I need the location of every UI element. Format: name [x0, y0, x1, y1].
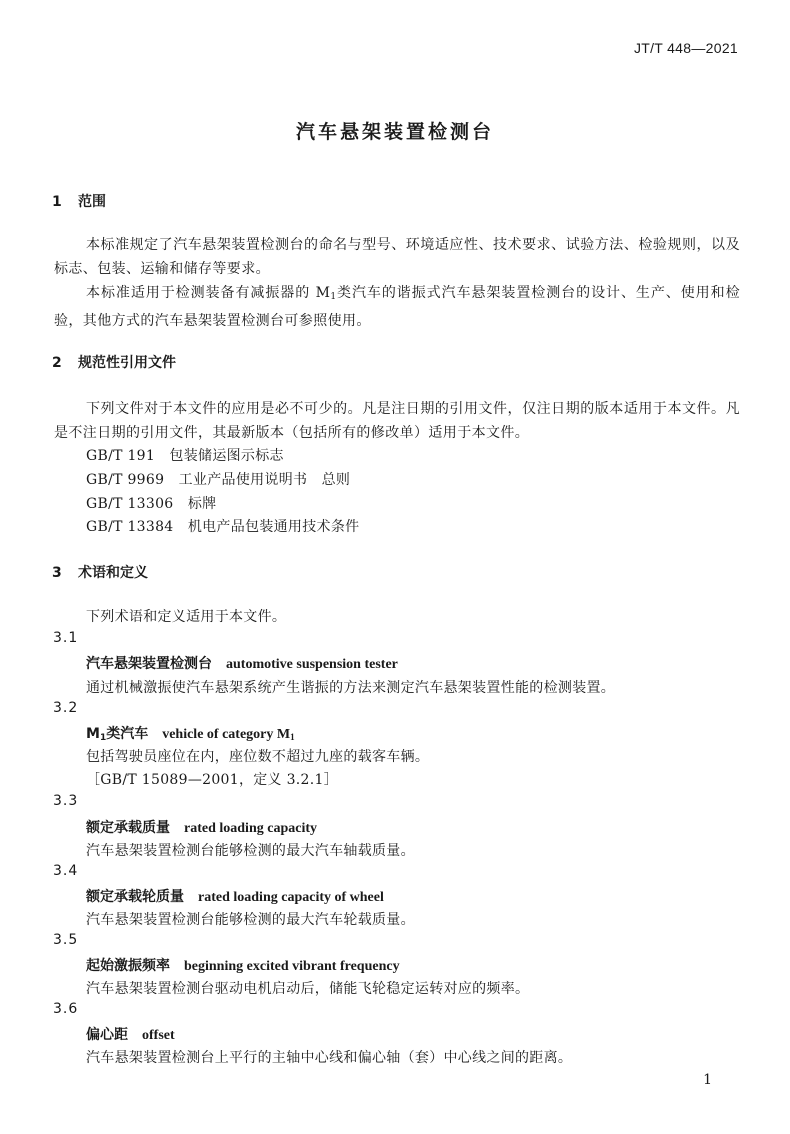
reference-item: GB/T 13384 机电产品包装通用技术条件 [86, 519, 360, 535]
document-title: 汽车悬架装置检测台 [295, 121, 494, 143]
term-heading: $M_1$类汽车 vehicle of category $M_1$ [86, 726, 295, 743]
section-number: 3 [52, 565, 62, 581]
term-heading: 额定承载轮质量 rated loading capacity of wheel [86, 889, 384, 905]
paragraph: 本标准适用于检测装备有减振器的 $M_1$类汽车的谐振式汽车悬架装置检测台的设计、生产、使用和检验，其他方式的汽车悬架装置检测台可参照使用。 [54, 285, 740, 329]
term-source: ［GB/T 15089—2001，定义 3.2.1］ [86, 772, 339, 788]
term-definition: 汽车悬架装置检测台能够检测的最大汽车轮载质量。 [86, 912, 415, 928]
reference-item: GB/T 13306 标牌 [86, 496, 217, 512]
paragraph: 本标准规定了汽车悬架装置检测台的命名与型号、环境适应性、技术要求、试验方法、检验规则，以及标志、包装、运输和储存等要求。 [54, 237, 740, 277]
term-heading: 汽车悬架装置检测台 automotive suspension tester [86, 656, 398, 672]
term-number: 3.2 [53, 700, 79, 716]
term-heading: 额定承载质量 rated loading capacity [86, 820, 317, 836]
term-number: 3.6 [53, 1001, 79, 1017]
reference-item: GB/T 9969 工业产品使用说明书 总则 [86, 472, 351, 488]
paragraph: 下列术语和定义适用于本文件。 [86, 609, 287, 625]
page-number: 1 [703, 1072, 712, 1088]
term-heading: 起始激振频率 beginning excited vibrant frequency [86, 958, 400, 974]
section-title: 术语和定义 [78, 565, 148, 581]
reference-item: GB/T 191 包装储运图示标志 [86, 448, 284, 464]
term-definition: 包括驾驶员座位在内，座位数不超过九座的载客车辆。 [86, 749, 430, 765]
term-number: 3.3 [53, 793, 79, 809]
term-heading: 偏心距 offset [86, 1027, 175, 1043]
section-2-heading [52, 352, 176, 372]
section-number: 2 [52, 355, 62, 371]
term-number: 3.5 [53, 932, 79, 948]
section-number: 1 [52, 194, 62, 210]
term-definition: 汽车悬架装置检测台能够检测的最大汽车轴载质量。 [86, 843, 415, 859]
term-number: 3.4 [53, 863, 79, 879]
term-number: 3.1 [53, 630, 79, 646]
term-definition: 通过机械激振使汽车悬架系统产生谐振的方法来测定汽车悬架装置性能的检测装置。 [86, 680, 616, 696]
term-definition: 汽车悬架装置检测台驱动电机启动后，储能飞轮稳定运转对应的频率。 [86, 981, 530, 997]
document-number: JT/T 448—2021 [633, 40, 738, 56]
section-title: 范围 [78, 194, 106, 210]
section-3-heading [52, 562, 148, 582]
paragraph: 下列文件对于本文件的应用是必不可少的。凡是注日期的引用文件，仅注日期的版本适用于本文件。凡是不注日期的引用文件，其最新版本（包括所有的修改单）适用于本文件。 [54, 401, 740, 441]
term-definition: 汽车悬架装置检测台上平行的主轴中心线和偏心轴（套）中心线之间的距离。 [86, 1050, 573, 1066]
section-title: 规范性引用文件 [78, 355, 176, 371]
section-1-heading [52, 191, 106, 211]
